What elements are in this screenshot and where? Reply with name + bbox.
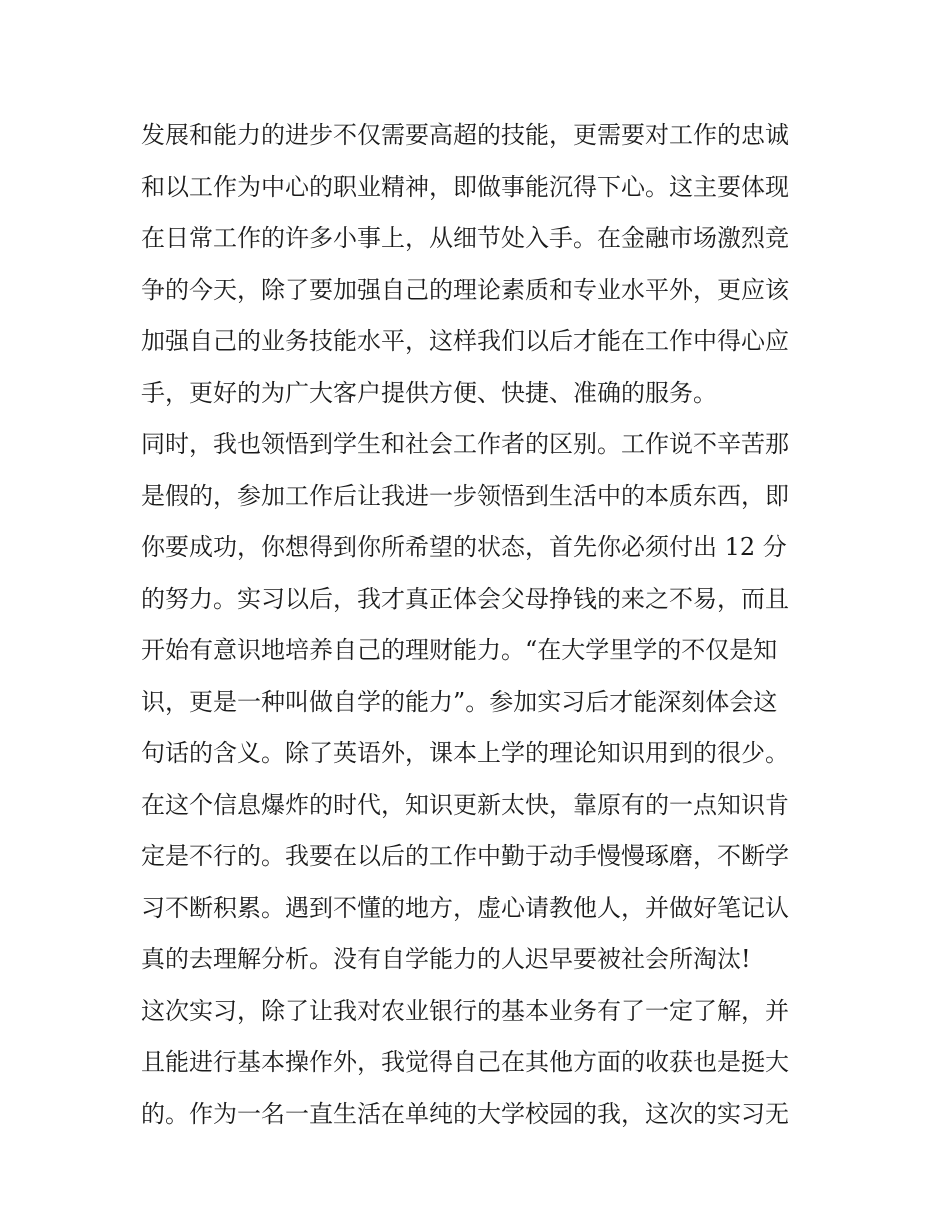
text-line: 同时，我也领悟到学生和社会工作者的区别。工作说不辛苦那 bbox=[141, 430, 789, 458]
text-line: 开始有意识地培养自己的理财能力。“在大学里学的不仅是知 bbox=[141, 636, 778, 664]
text-line: 在日常工作的许多小事上，从细节处入手。在金融市场激烈竞 bbox=[141, 224, 789, 252]
text-line: 手，更好的为广大客户提供方便、快捷、准确的服务。 bbox=[141, 378, 717, 407]
text-line: 加强自己的业务技能水平，这样我们以后才能在工作中得心应 bbox=[141, 327, 789, 355]
text-line: 争的今天，除了要加强自己的理论素质和专业水平外，更应该 bbox=[141, 275, 789, 304]
body-text bbox=[141, 110, 813, 1140]
text-line: 定是不行的。我要在以后的工作中勤于动手慢慢琢磨，不断学 bbox=[141, 842, 789, 870]
text-line: 习不断积累。遇到不懂的地方，虚心请教他人，并做好笔记认 bbox=[141, 893, 789, 922]
text-line: 在这个信息爆炸的时代，知识更新太快，靠原有的一点知识肯 bbox=[141, 790, 789, 819]
text-line: 的努力。实习以后，我才真正体会父母挣钱的来之不易，而且 bbox=[141, 584, 789, 613]
text-line: 真的去理解分析。没有自学能力的人迟早要被社会所淘汰! bbox=[141, 945, 751, 973]
text-line: 句话的含义。除了英语外，课本上学的理论知识用到的很少。 bbox=[141, 739, 789, 767]
text-line: 发展和能力的进步不仅需要高超的技能，更需要对工作的忠诚 bbox=[141, 121, 789, 149]
text-line: 和以工作为中心的职业精神，即做事能沉得下心。这主要体现 bbox=[141, 172, 789, 201]
text-line: 识，更是一种叫做自学的能力”。参加实习后才能深刻体会这 bbox=[141, 687, 778, 716]
text-line: 且能进行基本操作外，我觉得自己在其他方面的收获也是挺大 bbox=[141, 1048, 789, 1076]
text-line: 这次实习，除了让我对农业银行的基本业务有了一定了解，并 bbox=[141, 996, 789, 1025]
text-line: 的。作为一名一直生活在单纯的大学校园的我，这次的实习无 bbox=[141, 1099, 789, 1128]
text-line: 是假的，参加工作后让我进一步领悟到生活中的本质东西，即 bbox=[141, 481, 789, 510]
text-line: 你要成功，你想得到你所希望的状态，首先你必须付出 12 分 bbox=[141, 533, 787, 561]
